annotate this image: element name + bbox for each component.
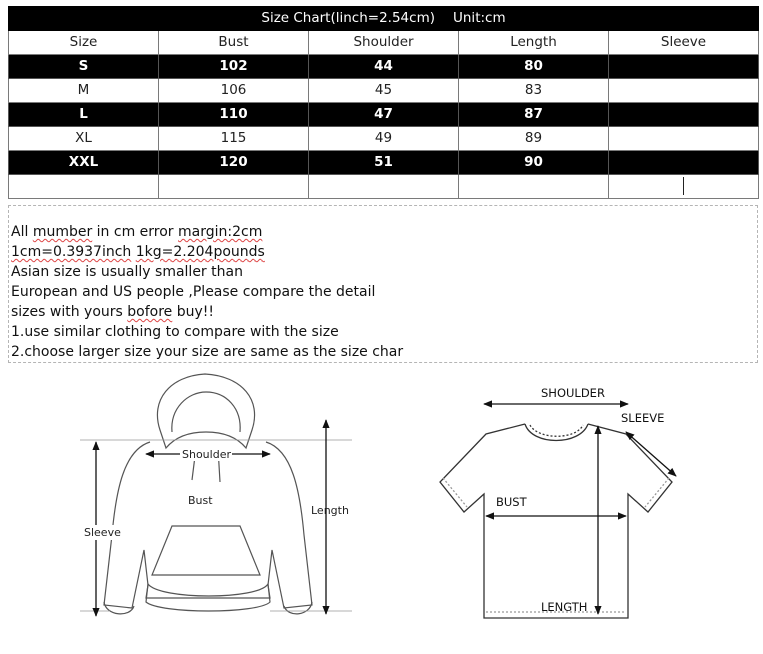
note-text-misspelled: margin:2cm <box>178 224 263 240</box>
cell-size: XXL <box>9 151 159 175</box>
size-row-xl <box>9 127 759 151</box>
cell-bust: 102 <box>159 55 309 79</box>
size-row-empty <box>9 175 759 199</box>
header-sleeve: Sleeve <box>609 31 759 55</box>
size-notes <box>8 205 758 363</box>
cell-bust: 110 <box>159 103 309 127</box>
tshirt-sleeve-label: SLEEVE <box>621 411 665 425</box>
note-text-misspelled: bofore <box>127 304 173 320</box>
cell-bust: 115 <box>159 127 309 151</box>
size-chart-unit: Unit:cm <box>453 10 506 26</box>
tshirt-sleeve-arrow <box>626 432 676 476</box>
note-line: 1.use similar clothing to compare with the size <box>11 324 339 340</box>
note-line <box>11 242 757 262</box>
cell-length <box>459 175 609 199</box>
header-shoulder: Shoulder <box>309 31 459 55</box>
size-chart-table <box>8 6 759 199</box>
size-chart-title: Size Chart(linch=2.54cm) <box>261 10 435 26</box>
note-text-misspelled: 1kg=2.204pounds <box>135 244 265 260</box>
cell-bust <box>159 175 309 199</box>
note-text: sizes with yours <box>11 304 128 320</box>
note-text-misspelled: mumber <box>32 224 93 240</box>
header-length: Length <box>459 31 609 55</box>
cell-shoulder: 49 <box>309 127 459 151</box>
measurement-illustrations <box>0 370 763 654</box>
cell-length: 80 <box>459 55 609 79</box>
header-size: Size <box>9 31 159 55</box>
note-line: Asian size is usually smaller than <box>11 264 243 280</box>
cell-length: 87 <box>459 103 609 127</box>
hoodie-body <box>104 442 312 608</box>
tshirt-arrows <box>484 404 676 614</box>
note-text: buy!! <box>172 304 215 320</box>
cell-sleeve <box>609 103 759 127</box>
cell-shoulder: 51 <box>309 151 459 175</box>
note-line: European and US people ,Please compare the detail <box>11 284 376 300</box>
hoodie-pocket <box>152 526 260 575</box>
tshirt-collar <box>525 424 588 441</box>
cell-bust: 106 <box>159 79 309 103</box>
text-cursor <box>683 177 684 195</box>
cell-sleeve <box>609 55 759 79</box>
size-row-s <box>9 55 759 79</box>
cell-shoulder <box>309 175 459 199</box>
cell-length: 90 <box>459 151 609 175</box>
cell-length: 89 <box>459 127 609 151</box>
cell-size: S <box>9 55 159 79</box>
note-line: 2.choose larger size your size are same as the size char <box>11 344 404 360</box>
cell-length: 83 <box>459 79 609 103</box>
cell-bust: 120 <box>159 151 309 175</box>
cell-size: L <box>9 103 159 127</box>
hoodie-sleeve-label: Sleeve <box>84 526 121 539</box>
note-text: in cm error <box>92 224 179 240</box>
note-text-misspelled: 1cm=0.3937inch <box>11 244 132 260</box>
cell-sleeve <box>609 79 759 103</box>
hoodie-hood <box>157 374 254 448</box>
size-chart-title-cell <box>9 7 759 31</box>
size-chart-header-row <box>9 31 759 55</box>
tshirt-length-label: LENGTH <box>541 600 588 614</box>
tshirt-collar-inner <box>530 425 583 436</box>
size-row-xxl <box>9 151 759 175</box>
cell-sleeve[interactable] <box>609 175 759 199</box>
cell-shoulder: 45 <box>309 79 459 103</box>
tshirt-outline <box>440 424 672 618</box>
hoodie-bust-label: Bust <box>188 494 213 507</box>
header-bust: Bust <box>159 31 309 55</box>
hoodie-shoulder-label: Shoulder <box>182 448 231 461</box>
cell-shoulder: 47 <box>309 103 459 127</box>
size-row-l <box>9 103 759 127</box>
note-line <box>11 302 757 322</box>
size-row-m <box>9 79 759 103</box>
note-line <box>11 222 757 242</box>
tshirt-right-sleeve-stitch <box>645 478 669 507</box>
cell-sleeve <box>609 127 759 151</box>
cell-size <box>9 175 159 199</box>
cell-sleeve <box>609 151 759 175</box>
tshirt-left-sleeve-stitch <box>443 478 467 507</box>
tshirt-bust-label: BUST <box>496 495 527 509</box>
cell-shoulder: 44 <box>309 55 459 79</box>
cell-size: M <box>9 79 159 103</box>
cell-size: XL <box>9 127 159 151</box>
note-text: All <box>11 224 33 240</box>
hoodie-length-label: Length <box>311 504 349 517</box>
hoodie-hood-inner <box>172 392 240 432</box>
tshirt-illustration <box>440 424 672 618</box>
tshirt-shoulder-label: SHOULDER <box>541 386 605 400</box>
size-chart-title-row <box>9 7 759 31</box>
